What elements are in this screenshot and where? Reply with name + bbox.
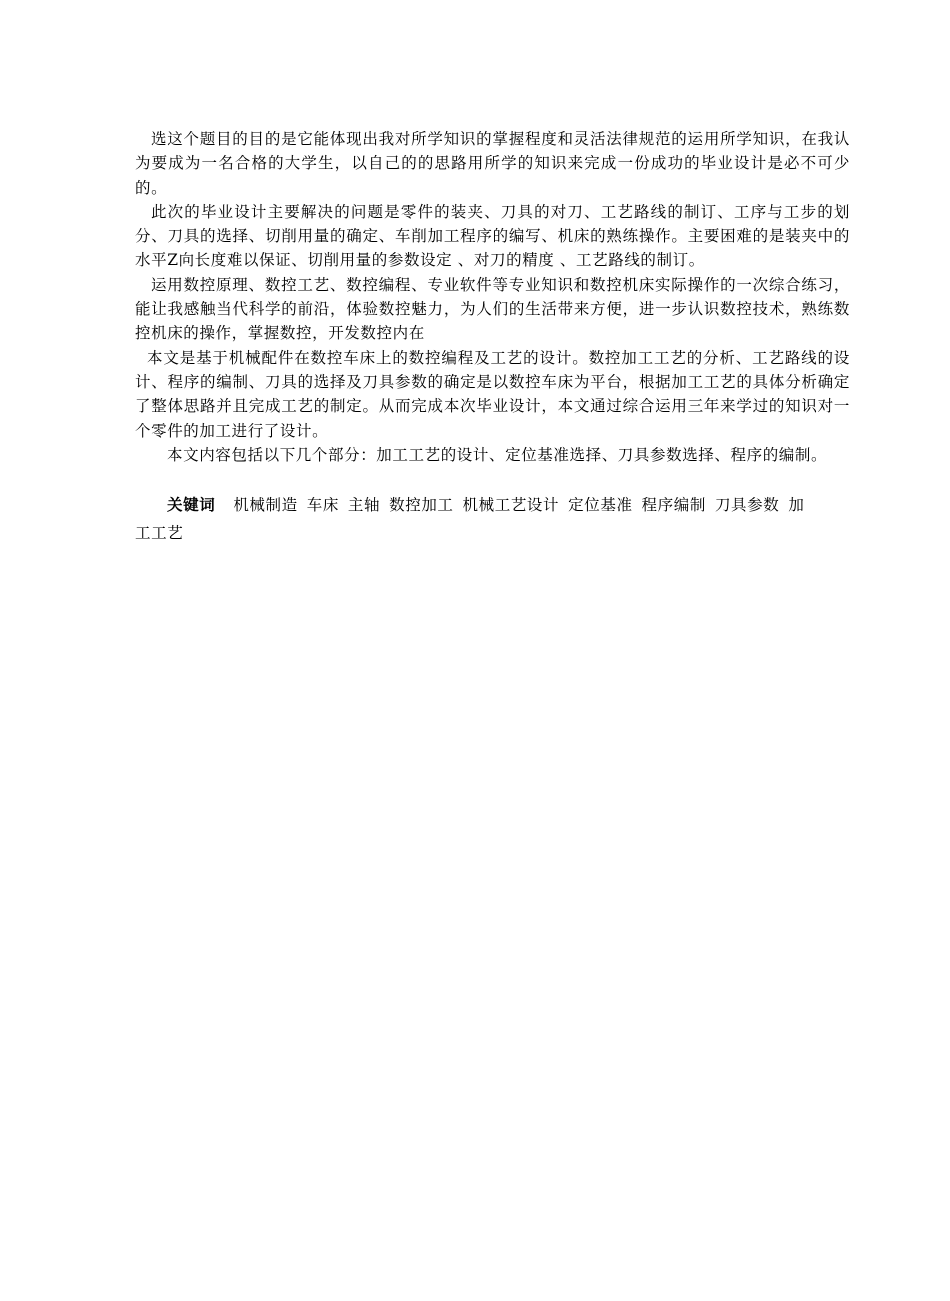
paragraph-cnc-practice: 运用数控原理、数控工艺、数控编程、专业软件等专业知识和数控机床实际操作的一次综合练习，能让我感触当代科学的前沿，体验数控魅力，为人们的生活带来方便，进一步认识数控技术，熟练数控机床的操作，掌握数控，开发数控内在 <box>135 275 850 343</box>
paragraph-paper-summary: 本文是基于机械配件在数控车床上的数控编程及工艺的设计。数控加工工艺的分析、工艺路线的设计、程序的编制、刀具的选择及刀具参数的确定是以数控车床为平台，根据加工工艺的具体分析确定了整体思路并且完成工艺的制定。从而完成本次毕业设计，本文通过综合运用三年来学过的知识对一个零件的加工进行了设计。 <box>135 348 850 440</box>
keyword-item: 主轴 <box>347 496 381 515</box>
keyword-item: 定位基准 <box>568 496 633 515</box>
keyword-item: 数控加工 <box>389 496 454 515</box>
paragraph-contents-overview: 本文内容包括以下几个部分：加工工艺的设计、定位基准选择、刀具参数选择、程序的编制。 <box>167 445 828 464</box>
keywords-line <box>135 491 850 547</box>
keyword-item: 刀具参数 <box>714 496 780 515</box>
abstract-body <box>135 127 850 547</box>
keyword-item: 加 <box>788 496 805 515</box>
keyword-item: 机械工艺设计 <box>462 496 560 515</box>
keyword-item: 程序编制 <box>641 496 706 515</box>
keywords-label: 关键词 <box>167 496 216 515</box>
keyword-item: 车床 <box>306 496 339 515</box>
keywords-section <box>135 491 850 547</box>
keyword-item-continued: 工工艺 <box>135 524 184 543</box>
paragraph-design-problems: 此次的毕业设计主要解决的问题是零件的装夹、刀具的对刀、工艺路线的制订、工序与工步的划分、刀具的选择、切削用量的确定、车削加工程序的编写、机床的熟练操作。主要困难的是装夹中的水平Z向长度难以保证、切削用量的参数设定 、对刀的精度 、工艺路线的制订。 <box>135 202 850 270</box>
paragraph-topic-purpose: 选这个题目的目的是它能体现出我对所学知识的掌握程度和灵活法律规范的运用所学知识，在我认为要成为一名合格的大学生，以自己的的思路用所学的知识来完成一份成功的毕业设计是必不可少的。 <box>135 130 850 197</box>
keyword-item: 机械制造 <box>233 496 298 515</box>
